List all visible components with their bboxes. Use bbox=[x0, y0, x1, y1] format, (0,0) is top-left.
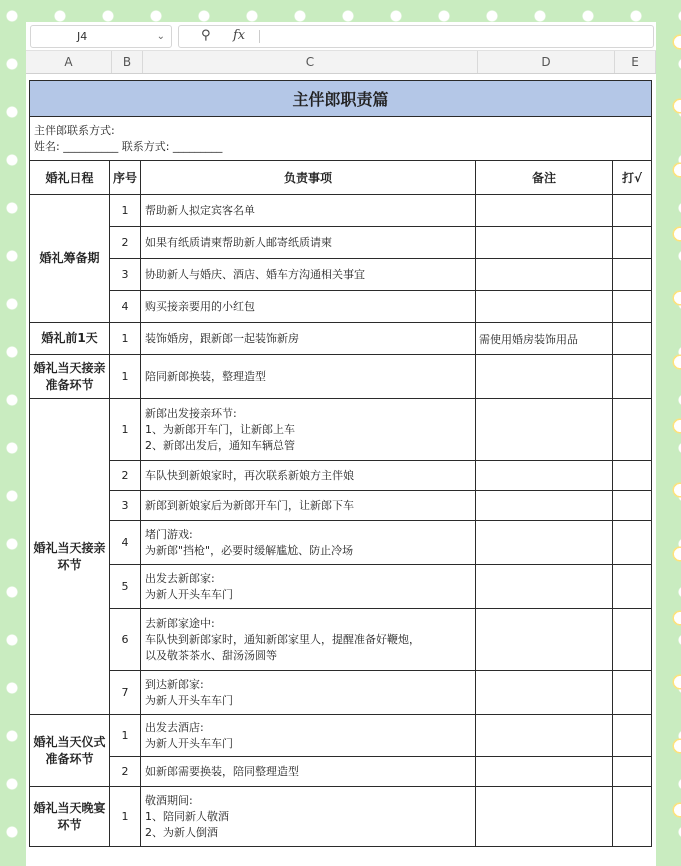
check-cell[interactable] bbox=[613, 671, 652, 715]
header-note[interactable]: 备注 bbox=[476, 161, 613, 195]
column-header-b[interactable]: B bbox=[112, 51, 143, 73]
task-line: 以及敬茶茶水、甜汤汤圆等 bbox=[145, 648, 277, 662]
note-cell[interactable] bbox=[476, 461, 613, 491]
task-line: 去新郎家途中: bbox=[145, 616, 215, 630]
table-row bbox=[30, 521, 652, 565]
table-row bbox=[30, 259, 652, 291]
column-header-c[interactable]: C bbox=[143, 51, 478, 73]
check-cell[interactable] bbox=[613, 195, 652, 227]
task-cell[interactable] bbox=[141, 291, 476, 323]
task-cell[interactable] bbox=[141, 259, 476, 291]
note-cell[interactable] bbox=[476, 671, 613, 715]
check-cell[interactable] bbox=[613, 757, 652, 787]
task-line: 出发去新郎家: bbox=[145, 571, 215, 585]
task-line: 2、为新人倒酒 bbox=[145, 825, 218, 839]
number-cell[interactable]: 2 bbox=[110, 757, 141, 787]
task-line: 敬酒期间: bbox=[145, 793, 193, 807]
formula-bar bbox=[26, 22, 656, 51]
header-check[interactable]: 打√ bbox=[613, 161, 652, 195]
spreadsheet-window bbox=[26, 22, 656, 866]
task-line: 为新人开头车车门 bbox=[145, 736, 233, 750]
check-cell[interactable] bbox=[613, 787, 652, 847]
task-cell[interactable] bbox=[141, 757, 476, 787]
task-cell[interactable] bbox=[141, 609, 476, 671]
check-cell[interactable] bbox=[613, 227, 652, 259]
header-schedule[interactable]: 婚礼日程 bbox=[30, 161, 110, 195]
table-row bbox=[30, 609, 652, 671]
column-header-e[interactable]: E bbox=[615, 51, 656, 73]
task-line: 新郎到新娘家后为新郎开车门，让新郎下车 bbox=[145, 498, 354, 512]
number-cell[interactable]: 5 bbox=[110, 565, 141, 609]
note-cell[interactable] bbox=[476, 757, 613, 787]
table-row bbox=[30, 787, 652, 847]
note-cell[interactable] bbox=[476, 565, 613, 609]
number-cell[interactable]: 1 bbox=[110, 715, 141, 757]
check-cell[interactable] bbox=[613, 323, 652, 355]
number-cell[interactable]: 1 bbox=[110, 355, 141, 399]
note-cell[interactable]: 需使用婚房装饰用品 bbox=[476, 323, 613, 355]
number-cell[interactable]: 7 bbox=[110, 671, 141, 715]
task-line: 为新人开头车车门 bbox=[145, 693, 233, 707]
task-line: 协助新人与婚庆、酒店、婚车方沟通相关事宜 bbox=[145, 267, 365, 281]
header-number[interactable]: 序号 bbox=[110, 161, 141, 195]
table-row bbox=[30, 565, 652, 609]
stage-cell[interactable]: 婚礼当天接亲环节 bbox=[30, 399, 110, 715]
task-line: 为新人开头车车门 bbox=[145, 587, 233, 601]
task-line: 如新郎需要换装，陪同整理造型 bbox=[145, 764, 299, 778]
table-row bbox=[30, 323, 652, 355]
function-icon[interactable]: fx bbox=[233, 28, 246, 43]
task-line: 为新郎"挡枪"，必要时缓解尴尬、防止冷场 bbox=[145, 543, 354, 557]
note-cell[interactable] bbox=[476, 355, 613, 399]
header-task[interactable]: 负责事项 bbox=[141, 161, 476, 195]
task-line: 购买接亲要用的小红包 bbox=[145, 299, 255, 313]
task-cell[interactable] bbox=[141, 715, 476, 757]
contact-label: 主伴郎联系方式: bbox=[34, 123, 115, 137]
table-row bbox=[30, 399, 652, 461]
number-cell[interactable]: 1 bbox=[110, 323, 141, 355]
formula-separator bbox=[259, 30, 260, 43]
column-header-a[interactable]: A bbox=[26, 51, 112, 73]
task-line: 装饰婚房，跟新郎一起装饰新房 bbox=[145, 331, 299, 345]
contact-info-cell[interactable] bbox=[30, 117, 652, 161]
note-cell[interactable] bbox=[476, 227, 613, 259]
check-cell[interactable] bbox=[613, 715, 652, 757]
formula-input[interactable] bbox=[178, 25, 654, 48]
check-cell[interactable] bbox=[613, 491, 652, 521]
task-line: 到达新郎家: bbox=[145, 677, 204, 691]
check-cell[interactable] bbox=[613, 291, 652, 323]
task-line: 帮助新人拟定宾客名单 bbox=[145, 203, 255, 217]
number-cell[interactable]: 6 bbox=[110, 609, 141, 671]
task-cell[interactable] bbox=[141, 355, 476, 399]
number-cell[interactable]: 4 bbox=[110, 291, 141, 323]
task-line: 车队快到新娘家时，再次联系新娘方主伴娘 bbox=[145, 468, 354, 482]
cell-reference: J4 bbox=[77, 30, 88, 43]
task-cell[interactable] bbox=[141, 195, 476, 227]
table-row bbox=[30, 291, 652, 323]
note-cell[interactable] bbox=[476, 609, 613, 671]
note-cell[interactable] bbox=[476, 259, 613, 291]
number-cell[interactable]: 2 bbox=[110, 461, 141, 491]
check-cell[interactable] bbox=[613, 355, 652, 399]
stage-cell[interactable]: 婚礼当天晚宴环节 bbox=[30, 787, 110, 847]
note-cell[interactable] bbox=[476, 491, 613, 521]
table-row bbox=[30, 227, 652, 259]
stage-cell[interactable]: 婚礼前1天 bbox=[30, 323, 110, 355]
table-row bbox=[30, 355, 652, 399]
number-cell[interactable]: 3 bbox=[110, 491, 141, 521]
check-cell[interactable] bbox=[613, 399, 652, 461]
task-line: 如果有纸质请柬帮助新人邮寄纸质请柬 bbox=[145, 235, 332, 249]
contact-name-line: 姓名: __________ 联系方式: _________ bbox=[34, 139, 223, 153]
task-cell[interactable] bbox=[141, 399, 476, 461]
page-title[interactable]: 主伴郎职责篇 bbox=[30, 81, 652, 117]
task-line: 陪同新郎换装，整理造型 bbox=[145, 369, 266, 383]
number-cell[interactable]: 1 bbox=[110, 399, 141, 461]
note-cell[interactable] bbox=[476, 715, 613, 757]
task-line: 1、陪同新人敬酒 bbox=[145, 809, 229, 823]
check-cell[interactable] bbox=[613, 259, 652, 291]
task-line: 出发去酒店: bbox=[145, 720, 204, 734]
number-cell[interactable]: 1 bbox=[110, 195, 141, 227]
note-cell[interactable] bbox=[476, 787, 613, 847]
task-line: 车队快到新郎家时，通知新郎家里人，提醒准备好鞭炮， bbox=[145, 632, 420, 646]
task-cell[interactable] bbox=[141, 521, 476, 565]
chevron-down-icon[interactable]: ⌄ bbox=[156, 31, 165, 42]
table-row bbox=[30, 715, 652, 757]
task-cell[interactable] bbox=[141, 565, 476, 609]
stage-cell[interactable]: 婚礼当天仪式准备环节 bbox=[30, 715, 110, 787]
note-cell[interactable] bbox=[476, 521, 613, 565]
task-cell[interactable] bbox=[141, 323, 476, 355]
task-cell[interactable] bbox=[141, 671, 476, 715]
task-cell[interactable] bbox=[141, 787, 476, 847]
name-box[interactable] bbox=[30, 25, 172, 48]
column-headers bbox=[26, 51, 656, 74]
task-cell[interactable] bbox=[141, 491, 476, 521]
note-cell[interactable] bbox=[476, 399, 613, 461]
task-line: 堵门游戏: bbox=[145, 527, 193, 541]
task-cell[interactable] bbox=[141, 461, 476, 491]
check-cell[interactable] bbox=[613, 609, 652, 671]
check-cell[interactable] bbox=[613, 565, 652, 609]
task-line: 新郎出发接亲环节: bbox=[145, 406, 237, 420]
table-row bbox=[30, 491, 652, 521]
table-row bbox=[30, 671, 652, 715]
task-line: 2、新郎出发后，通知车辆总管 bbox=[145, 438, 295, 452]
header-row bbox=[30, 161, 652, 195]
zoom-icon[interactable]: ⚲ bbox=[201, 28, 211, 43]
check-cell[interactable] bbox=[613, 461, 652, 491]
stage-cell[interactable]: 婚礼筹备期 bbox=[30, 195, 110, 323]
note-cell[interactable] bbox=[476, 291, 613, 323]
check-cell[interactable] bbox=[613, 521, 652, 565]
stage-cell[interactable]: 婚礼当天接亲准备环节 bbox=[30, 355, 110, 399]
responsibility-table bbox=[29, 80, 651, 847]
column-header-d[interactable]: D bbox=[478, 51, 615, 73]
note-cell[interactable] bbox=[476, 195, 613, 227]
number-cell[interactable]: 2 bbox=[110, 227, 141, 259]
table-row bbox=[30, 461, 652, 491]
number-cell[interactable]: 1 bbox=[110, 787, 141, 847]
task-line: 1、为新郎开车门，让新郎上车 bbox=[145, 422, 295, 436]
number-cell[interactable]: 4 bbox=[110, 521, 141, 565]
task-cell[interactable] bbox=[141, 227, 476, 259]
table-row bbox=[30, 195, 652, 227]
number-cell[interactable]: 3 bbox=[110, 259, 141, 291]
table-row bbox=[30, 757, 652, 787]
